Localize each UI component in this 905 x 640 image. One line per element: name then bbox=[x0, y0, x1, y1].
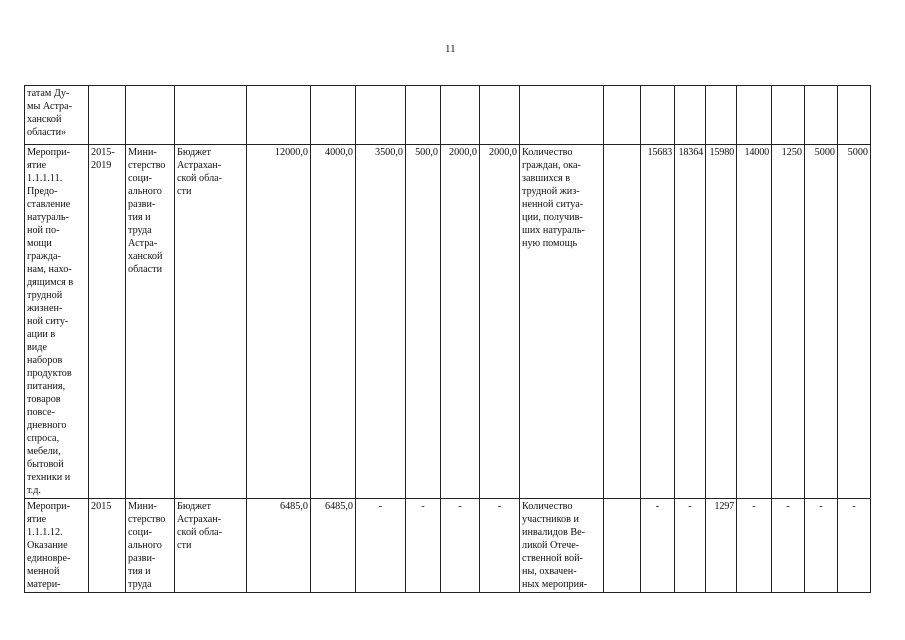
cell-ind-4: - bbox=[737, 499, 772, 593]
cell-year-2018: 2000,0 bbox=[441, 145, 480, 499]
cell-period: 2015- 2019 bbox=[89, 145, 126, 499]
cell-ind-6: - bbox=[805, 499, 838, 593]
cell-unit bbox=[604, 86, 641, 145]
cell-year-2018 bbox=[441, 86, 480, 145]
cell-event-name: Меропри- ятие 1.1.1.11. Предо- ставление натураль- ной по- мощи гражда- нам, нахо- дящимся в трудной жизнен- ной ситу- ации в виде наборов продуктов питания, товаров повсе- дневного спроса, мебели, бытовой техники и т.д. bbox=[25, 145, 89, 499]
page-number: 11 bbox=[445, 43, 456, 55]
cell-ind-1: - bbox=[641, 499, 675, 593]
cell-period: 2015 bbox=[89, 499, 126, 593]
cell-unit bbox=[604, 499, 641, 593]
cell-source: Бюджет Астрахан- ской обла- сти bbox=[175, 145, 247, 499]
cell-ind-4 bbox=[737, 86, 772, 145]
cell-ind-7: 5000 bbox=[838, 145, 871, 499]
cell-total bbox=[247, 86, 311, 145]
cell-year-2016 bbox=[356, 86, 406, 145]
cell-unit bbox=[604, 145, 641, 499]
cell-year-2019 bbox=[480, 86, 520, 145]
table-row bbox=[25, 145, 871, 499]
cell-ind-5: 1250 bbox=[772, 145, 805, 499]
cell-event-name: татам Ду- мы Астра- ханской области» bbox=[25, 86, 89, 145]
table-row bbox=[25, 499, 871, 593]
cell-ind-5 bbox=[772, 86, 805, 145]
cell-ind-7: - bbox=[838, 499, 871, 593]
cell-event-name: Меропри- ятие 1.1.1.12. Оказание единовре- менной матери- bbox=[25, 499, 89, 593]
cell-total: 6485,0 bbox=[247, 499, 311, 593]
cell-year-2016: - bbox=[356, 499, 406, 593]
cell-indicator: Количество граждан, ока- завшихся в трудной жиз- ненной ситуа- ции, получив- ших натураль- ную помощь bbox=[520, 145, 604, 499]
cell-year-2015: 6485,0 bbox=[311, 499, 356, 593]
cell-ind-6 bbox=[805, 86, 838, 145]
cell-source: Бюджет Астрахан- ской обла- сти bbox=[175, 499, 247, 593]
cell-ind-6: 5000 bbox=[805, 145, 838, 499]
cell-ind-3 bbox=[706, 86, 737, 145]
cell-year-2017 bbox=[406, 86, 441, 145]
table-row bbox=[25, 86, 871, 145]
cell-year-2019: - bbox=[480, 499, 520, 593]
cell-ind-2 bbox=[675, 86, 706, 145]
cell-ind-7 bbox=[838, 86, 871, 145]
cell-ind-1 bbox=[641, 86, 675, 145]
cell-source bbox=[175, 86, 247, 145]
cell-year-2019: 2000,0 bbox=[480, 145, 520, 499]
cell-indicator bbox=[520, 86, 604, 145]
cell-ind-4: 14000 bbox=[737, 145, 772, 499]
cell-total: 12000,0 bbox=[247, 145, 311, 499]
cell-year-2018: - bbox=[441, 499, 480, 593]
cell-ind-2: 18364 bbox=[675, 145, 706, 499]
program-table bbox=[24, 85, 871, 593]
cell-ind-5: - bbox=[772, 499, 805, 593]
cell-ind-3: 15980 bbox=[706, 145, 737, 499]
cell-year-2017: - bbox=[406, 499, 441, 593]
cell-executor: Мини- стерство соци- ального разви- тия и труда bbox=[126, 499, 175, 593]
cell-executor: Мини- стерство соци- ального разви- тия и труда Астра- ханской области bbox=[126, 145, 175, 499]
cell-year-2015 bbox=[311, 86, 356, 145]
cell-ind-3: 1297 bbox=[706, 499, 737, 593]
cell-year-2017: 500,0 bbox=[406, 145, 441, 499]
cell-year-2016: 3500,0 bbox=[356, 145, 406, 499]
cell-ind-2: - bbox=[675, 499, 706, 593]
cell-ind-1: 15683 bbox=[641, 145, 675, 499]
cell-year-2015: 4000,0 bbox=[311, 145, 356, 499]
cell-period bbox=[89, 86, 126, 145]
cell-executor bbox=[126, 86, 175, 145]
cell-indicator: Количество участников и инвалидов Ве- ликой Отече- ственной вой- ны, охвачен- ных мероприя- bbox=[520, 499, 604, 593]
